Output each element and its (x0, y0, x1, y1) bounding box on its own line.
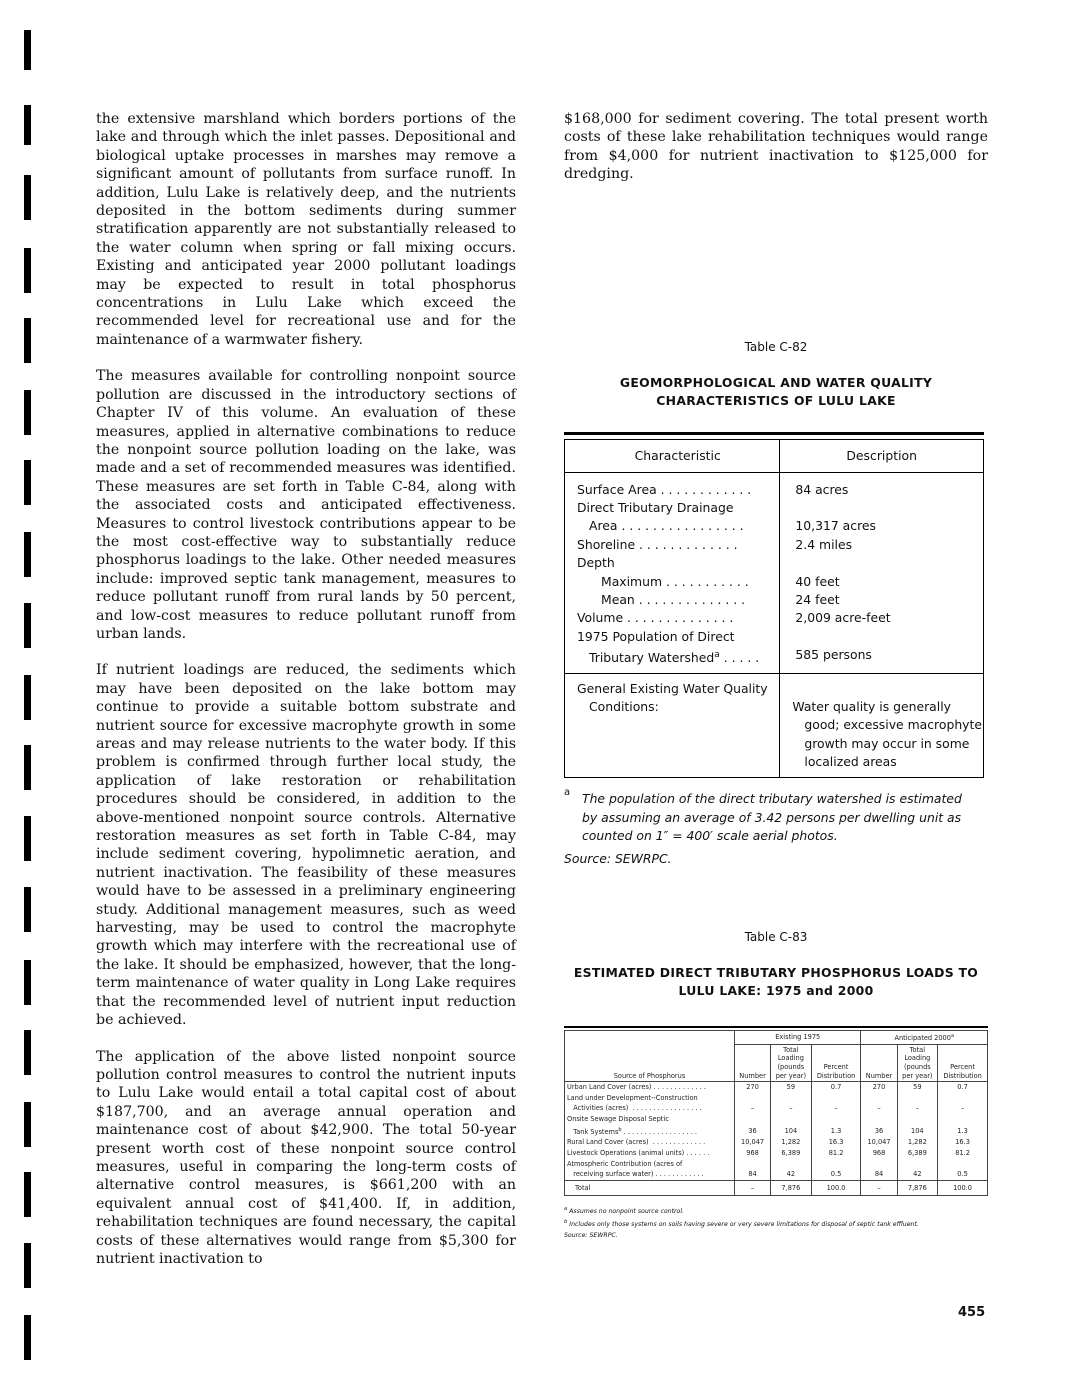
cell-l2: 1,282 (897, 1137, 938, 1148)
cell-l1: 6,389 (771, 1148, 812, 1159)
cell-l2: 59 (897, 1082, 938, 1093)
pop-dots: . . . . . (719, 650, 760, 665)
total-number-2000: – (861, 1180, 897, 1196)
binder-bar (24, 816, 31, 861)
row-source-text: Land under Development--Construction (567, 1093, 698, 1102)
row-mean: Mean . . . . . . . . . . . . . . (601, 591, 746, 607)
table-c83-number: Table C-83 (744, 930, 808, 945)
row-source (565, 1137, 735, 1148)
pop-sub-label: Tributary Watershed (589, 650, 715, 665)
cell-l2: – (897, 1103, 938, 1114)
table-row (565, 1169, 988, 1180)
row-source-sup: b (618, 1126, 622, 1133)
right-column (564, 110, 988, 1241)
footnote-line1: The population of the direct tributary watershed is estimated (582, 791, 962, 807)
row-surface-area: Surface Area . . . . . . . . . . . . (577, 481, 752, 497)
cell-l1: – (771, 1103, 812, 1114)
paragraph-marshland: the extensive marshland which borders portions of the lake and through which the inlet passes. Depositional and biological uptake processes in marshes may remove a significant amount of pollutants from surface runoff. In addition, Lulu Lake is relatively deep, and the nutrients deposited in the bottom sediments during summer stratification apparently are not substantially released to the water column when spring or fall mixing occurs. Existing and anticipated year 2000 pollutant loadings may be expected to result in total phosphorus concentrations in Lulu Lake which exceed the recommended level for recreational use and for the maintenance of a warmwater fishery. (96, 111, 516, 348)
row-source (565, 1148, 735, 1159)
cell-p1: 16.3 (811, 1137, 861, 1148)
cell-l1: 1,282 (771, 1137, 812, 1148)
table-c83-footnotes (564, 1204, 988, 1240)
footnote-line3: counted on 1″ = 400′ scale aerial photos. (582, 828, 838, 844)
value-shoreline: 2.4 miles (795, 536, 853, 552)
table-c82-title-line2: CHARACTERISTICS OF LULU LAKE (656, 392, 896, 408)
table-row (565, 1137, 988, 1148)
gewq-description-cell (780, 673, 984, 778)
cell-n1: 10,047 (735, 1137, 771, 1148)
pop-footnote-mark: a (714, 650, 720, 661)
paragraph-rehab-costs: $168,000 for sediment covering. The total present worth costs of these lake rehabilitation techniques would range from $4,000 for nutrient inactivation to $125,000 for dredging. (564, 111, 988, 183)
gewq-blank (577, 753, 778, 771)
gewq-blank (792, 680, 982, 698)
row-volume: Volume . . . . . . . . . . . . . . (577, 610, 734, 626)
page-number: 455 (958, 1305, 986, 1320)
row-source-text: Rural Land Cover (acres) . . . . . . . . . . . . . (567, 1138, 706, 1147)
header-characteristic: Characteristic (565, 439, 780, 472)
cell-p2: 1.3 (938, 1125, 988, 1138)
cell-p2 (938, 1093, 988, 1104)
cell-p2: 0.7 (938, 1082, 988, 1093)
total-loading-2000: 7,876 (897, 1180, 938, 1196)
value-surface-area: 84 acres (795, 481, 849, 497)
total-number-1975: – (735, 1180, 771, 1196)
value-mean: 24 feet (795, 591, 840, 607)
loading-l3: (pounds (777, 1063, 805, 1072)
table-c83-source: Source: SEWRPC. (564, 1231, 618, 1239)
table-row (565, 1103, 988, 1114)
header-percent (811, 1044, 861, 1081)
binder-bar (24, 675, 31, 720)
cell-p1 (811, 1159, 861, 1170)
header-loading (897, 1044, 938, 1081)
row-source-text: Activities (acres) . . . . . . . . . . . . . . . . . (567, 1104, 702, 1113)
row-source (565, 1169, 735, 1180)
value-blank (795, 554, 982, 572)
value-volume: 2,009 acre-feet (795, 610, 891, 626)
header-description: Description (780, 439, 984, 472)
header-percent (938, 1044, 988, 1081)
loading-l2: Loading (777, 1054, 804, 1063)
cell-p1: 0.7 (811, 1082, 861, 1093)
paragraph-nonpoint-measures: The measures available for controlling nonpoint source pollution are discussed in the introductory sections of Chapter IV of this volume. An evaluation of these measures, applied in alternative combinations to reduce the nonpoint source pollution loading on the lake, was made and a set of recommended measures was identified. These measures are set forth in Table C-84, along with the associated costs and anticipated effectiveness. Measures to control livestock contributions appear to be the most cost-effective way to substantially reduce phosphorus loadings to the lake. Other needed measures include: improved septic tank management, measures to reduce pollutant runoff from rural lands by 50 percent, and low-cost measures to reduce pollutant runoff from urban lands. (96, 368, 516, 642)
table-c83 (564, 1026, 988, 1196)
binder-bar (24, 960, 31, 1005)
cell-n1: 36 (735, 1125, 771, 1138)
gewq-desc4: localized areas (804, 754, 897, 770)
value-dtd-area: 10,317 acres (795, 518, 876, 534)
gewq-blank (577, 735, 778, 753)
percent-l1: Percent (950, 1063, 975, 1072)
binder-bar (24, 30, 31, 70)
loading-l4: per year) (902, 1071, 933, 1080)
binder-bar (24, 532, 31, 577)
table-c82-number: Table C-82 (744, 339, 808, 354)
cell-n1 (735, 1159, 771, 1170)
row-source (565, 1159, 735, 1170)
cell-n2: 270 (861, 1082, 897, 1093)
table-row (565, 1082, 988, 1093)
binder-bar (24, 318, 31, 363)
loading-l4: per year) (775, 1071, 807, 1080)
cell-p1 (811, 1114, 861, 1125)
row-source (565, 1114, 735, 1125)
cell-l1: 59 (771, 1082, 812, 1093)
cell-l1: 42 (771, 1169, 812, 1180)
binder-bar (24, 390, 31, 435)
binder-bar (24, 1102, 31, 1147)
percent-l1: Percent (823, 1063, 849, 1072)
footnote-a-mark: a (564, 1206, 568, 1213)
row-dtd-area: Area . . . . . . . . . . . . . . . . (589, 518, 744, 534)
row-dtd-label: Direct Tributary Drainage (577, 500, 734, 516)
left-column (96, 110, 516, 1286)
table-c82-footnote (564, 787, 988, 845)
anticipated-label: Anticipated 2000 (894, 1034, 951, 1043)
binder-bar (24, 105, 31, 145)
cell-n2 (861, 1114, 897, 1125)
row-shoreline: Shoreline . . . . . . . . . . . . . (577, 536, 738, 552)
cell-p2 (938, 1159, 988, 1170)
total-loading-1975: 7,876 (771, 1180, 812, 1196)
cell-n2: 84 (861, 1169, 897, 1180)
table-c82-source: Source: SEWRPC. (564, 850, 672, 866)
table-row (565, 1159, 988, 1170)
cell-p2: 81.2 (938, 1148, 988, 1159)
binder-bar (24, 1315, 31, 1360)
cell-l1 (771, 1114, 812, 1125)
table-c83-body (565, 1082, 988, 1181)
row-pop-sub (577, 646, 778, 664)
row-source-text: Urban Land Cover (acres) . . . . . . . . . . . . . (567, 1083, 706, 1092)
table-c82-title (564, 374, 988, 410)
binder-bar (24, 175, 31, 220)
characteristic-column (565, 472, 780, 673)
footnote-b-mark: b (564, 1219, 568, 1226)
table-c83-title (564, 964, 988, 1000)
footnote-b-text: Includes only those systems on soils having severe or very severe limitations for disposal of septic tank effluent. (569, 1221, 919, 1229)
cell-p2: 16.3 (938, 1137, 988, 1148)
cell-l2: 42 (897, 1169, 938, 1180)
paragraph-sediments: If nutrient loadings are reduced, the sediments which may have been deposited on the lake bottom may continue to provide a suitable bottom substrate and nutrient source for excessive macrophyte growth in some areas and may release nutrients to the water body. If this problem is confirmed through further local study, the application of lake restoration or rehabilitation procedures should be considered, in addition to the above-mentioned nonpoint source controls. Alternative restoration measures as set forth in Table C-84, may include sediment covering, hypolimnetic aeration, and nutrient inactivation. The feasibility of these measures would have to be assessed in a preliminary engineering study. Additional management measures, such as weed harvesting, may be used to control the macrophyte growth which may interfere with the recreational use of the lake. It should be emphasized, however, that the long-term maintenance of water quality in Long Lake requires that the recommended level of nutrient input reduction be achieved. (96, 662, 516, 1029)
table-row-total (565, 1180, 988, 1196)
header-source: Source of Phosphorus (565, 1031, 735, 1082)
cell-p1: – (811, 1103, 861, 1114)
cell-p1: 0.5 (811, 1169, 861, 1180)
header-existing-1975: Existing 1975 (735, 1031, 861, 1045)
cell-l2 (897, 1093, 938, 1104)
cell-l2 (897, 1159, 938, 1170)
row-pop-label: 1975 Population of Direct (577, 628, 735, 644)
row-source-text: Onsite Sewage Disposal Septic (567, 1115, 669, 1124)
cell-n2 (861, 1159, 897, 1170)
gewq-blank (577, 716, 778, 734)
value-population: 585 persons (795, 647, 872, 663)
binder-bar (24, 745, 31, 790)
total-label: Total (565, 1180, 735, 1196)
cell-l2: 104 (897, 1125, 938, 1138)
table-c83-title-line1: ESTIMATED DIRECT TRIBUTARY PHOSPHORUS LOADS TO (573, 965, 979, 981)
cell-n2: 968 (861, 1148, 897, 1159)
header-number: Number (735, 1044, 771, 1081)
loading-l2: Loading (904, 1054, 931, 1063)
table-row (565, 1125, 988, 1138)
binder-bar (24, 1243, 31, 1288)
row-source (565, 1093, 735, 1104)
cell-l2 (897, 1114, 938, 1125)
cell-l1 (771, 1093, 812, 1104)
anticipated-sup: a (950, 1033, 955, 1040)
percent-l2: Distribution (943, 1071, 982, 1080)
cell-l1: 104 (771, 1125, 812, 1138)
cell-n1: 968 (735, 1148, 771, 1159)
gewq-label2: Conditions: (589, 698, 659, 714)
row-source-text: Livestock Operations (animal units) . . . . . . (567, 1149, 710, 1158)
cell-n2: – (861, 1103, 897, 1114)
table-c83-title-line2: LULU LAKE: 1975 and 2000 (678, 983, 874, 999)
row-source-text: Tank Systems (567, 1127, 619, 1136)
cell-p1: 81.2 (811, 1148, 861, 1159)
table-row (565, 1114, 988, 1125)
binder-bar (24, 603, 31, 648)
gewq-desc3: growth may occur in some (804, 735, 970, 751)
footnote-mark-a: a (564, 787, 571, 799)
table-c82-title-line1: GEOMORPHOLOGICAL AND WATER QUALITY (619, 374, 933, 390)
footnote-a (564, 1204, 988, 1217)
loading-l1: Total (909, 1045, 926, 1054)
cell-n2 (861, 1093, 897, 1104)
binder-bar (24, 1030, 31, 1075)
row-source (565, 1082, 735, 1093)
cell-p1: 1.3 (811, 1125, 861, 1138)
cell-p2: – (938, 1103, 988, 1114)
header-number: Number (861, 1044, 897, 1081)
footnote-a-text: Assumes no nonpoint source control. (569, 1208, 685, 1216)
value-blank (795, 499, 982, 517)
cell-n1 (735, 1114, 771, 1125)
binder-bar (24, 460, 31, 505)
gewq-label1: General Existing Water Quality (577, 680, 768, 696)
cell-n1: 270 (735, 1082, 771, 1093)
cell-p2 (938, 1114, 988, 1125)
description-column (780, 472, 984, 673)
row-source (565, 1103, 735, 1114)
table-c82 (564, 432, 984, 779)
cell-n1 (735, 1093, 771, 1104)
row-source-dots: . . . . . . . . . . . . . . . . . . (621, 1127, 698, 1136)
footnote-line2: by assuming an average of 3.42 persons per dwelling unit as (582, 809, 962, 825)
binder-bar (24, 887, 31, 932)
table-row (565, 1093, 988, 1104)
header-anticipated-2000 (861, 1031, 988, 1045)
percent-l2: Distribution (816, 1071, 856, 1080)
cell-n1: – (735, 1103, 771, 1114)
binder-bar (24, 1172, 31, 1217)
value-maximum: 40 feet (795, 573, 840, 589)
row-source-text: receiving surface water) . . . . . . . . . . . . (567, 1170, 704, 1179)
loading-l3: (pounds (903, 1063, 931, 1072)
table-row (565, 1148, 988, 1159)
gewq-label-cell (565, 673, 780, 778)
cell-l1 (771, 1159, 812, 1170)
paragraph-costs: The application of the above listed nonpoint source pollution control measures to control the nutrient inputs to Lulu Lake would entail a total capital cost of about $187,700, and an average annual operation and maintenance cost of about $42,900. The total 50-year present worth cost of these nonpoint source control measures, useful in comparing the long-term costs of alternative control measures, is $661,200 with an equivalent annual cost of $41,400. If, in addition, rehabilitation techniques are found necessary, the capital costs of these alternatives would range from $5,300 for nutrient inactivation to (96, 1048, 516, 1267)
row-source-text: Atmospheric Contribution (acres of (567, 1159, 683, 1168)
gewq-desc2: good; excessive macrophyte (804, 717, 982, 733)
total-percent-2000: 100.0 (938, 1180, 988, 1196)
total-percent-1975: 100.0 (811, 1180, 861, 1196)
cell-l2: 6,389 (897, 1148, 938, 1159)
footnote-b (564, 1217, 988, 1230)
cell-p1 (811, 1093, 861, 1104)
row-source (565, 1125, 735, 1138)
cell-p2: 0.5 (938, 1169, 988, 1180)
binder-bar (24, 248, 31, 293)
header-loading (771, 1044, 812, 1081)
cell-n2: 10,047 (861, 1137, 897, 1148)
row-depth: Depth (577, 555, 615, 571)
cell-n2: 36 (861, 1125, 897, 1138)
loading-l1: Total (783, 1045, 799, 1054)
value-blank (795, 628, 982, 646)
cell-n1: 84 (735, 1169, 771, 1180)
gewq-desc1: Water quality is generally (792, 698, 951, 714)
row-maximum: Maximum . . . . . . . . . . . (601, 573, 749, 589)
